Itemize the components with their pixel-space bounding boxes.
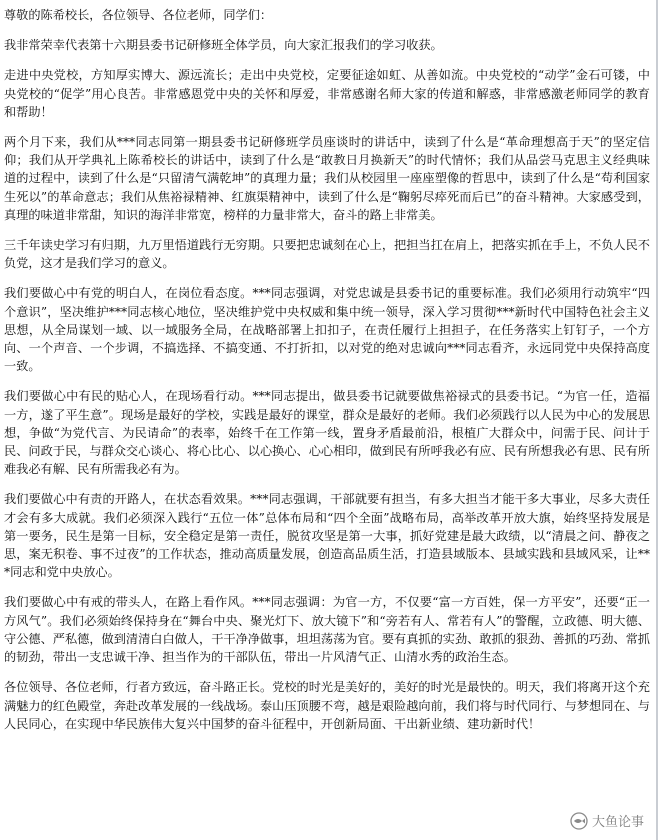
fish-logo-icon <box>570 812 588 830</box>
watermark <box>566 809 648 832</box>
paragraph-meaning: 三千年读史学习有归期，九万里悟道践行无穷期。只要把忠诚刻在心上，把担当扛在肩上，把落实抓在手上，不负人民不负党，这才是我们学习的意义。 <box>4 238 650 271</box>
document-body <box>4 6 650 745</box>
watermark-text: 大鱼论事 <box>591 815 644 830</box>
paragraph-party-school: 走进中央党校，方知厚实博大、源远流长；走出中央党校，定要征途如虹、从善如流。中央党校的“动学”金石可镂，中央党校的“促学”用心良苦。非常感恩党中央的关怀和厚爱，非常感谢名师大家的传道和解惑，非常感激老师同学的教育和帮助！ <box>4 68 650 119</box>
paragraph-heart-for-discipline: 我们要做心中有戒的带头人，在路上看作风。***同志强调：为官一方，不仅要“富一方百姓，保一方平安”，还要“正一方风气”。我们必须始终保持身在“舞台中央、聚光灯下、放大镜下”和“旁若有人、常若有人”的警醒，立政德、明大德、守公德、严私德，做到清清白白做人，干干净净做事，坦坦荡荡为官。要有真抓的实劲、敢抓的狠劲、善抓的巧劲、常抓的韧劲，带出一支忠诚干净、担当作为的干部队伍，带出一片风清气正、山清水秀的政治生态。 <box>4 595 650 665</box>
paragraph-heart-for-party: 我们要做心中有党的明白人，在岗位看态度。***同志强调，对党忠诚是县委书记的重要标准。我们必须用行动筑牢“四个意识”，坚决维护***同志核心地位，坚决维护党中央权威和集中统一领导，深入学习贯彻***新时代中国特色社会主义思想，从全局谋划一域、以一域服务全局，在战略部署上扣扣子，在责任履行上担担子，在任务落实上钉钉子，一个方向、一个声音、一个步调，不搞选择、不搞变通、不打折扣，以对党的绝对忠诚向***同志看齐，永远同党中央保持高度一致。 <box>4 286 650 374</box>
paragraph-closing: 各位领导、各位老师，行者方致远，奋斗路正长。党校的时光是美好的，美好的时光是最快的。明天，我们将离开这个充满魅力的红色殿堂，奔赴改革发展的一线战场。泰山压顶腰不弯，越是艰险越向前，我们将与时代同行、与梦想同在、与人民同心，在实现中华民族伟大复兴中国梦的奋斗征程中，开创新局面、干出新业绩、建功新时代！ <box>4 680 650 731</box>
salutation: 尊敬的陈希校长，各位领导、各位老师，同学们： <box>4 8 273 22</box>
paragraph-intro: 我非常荣幸代表第十六期县委书记研修班全体学员，向大家汇报我们的学习收获。 <box>4 38 443 53</box>
paragraph-heart-for-people: 我们要做心中有民的贴心人，在现场看行动。***同志提出，做县委书记就要做焦裕禄式的县委书记。“为官一任，造福一方，遂了平生意”。现场是最好的学校，实践是最好的课堂，群众是最好的老师。我们必须践行以人民为中心的发展思想，争做“为党代言、为民请命”的表率，始终千在工作第一线，置身矛盾最前沿，根植广大群众中，问需于民、问计于民、问政于民，与群众交心谈心、将心比心、以心换心、心心相印，做到民有所呼我必有应、民有所想我必有思、民有所难我必有解、民有所需我必有为。 <box>4 389 650 477</box>
paragraph-heart-for-duty: 我们要做心中有责的开路人，在状态看效果。***同志强调，干部就要有担当，有多大担当才能干多大事业，尽多大责任才会有多大成就。我们必须深入践行“五位一体”总体布局和“四个全面”战略布局，高举改革开放大旗，始终坚持发展是第一要务，民生是第一目标，安全稳定是第一责任，脱贫攻坚是第一大事，抓好党建是最大政绩，以“清晨之问、静夜之思，案无积卷、事不过夜”的工作状态，推动高质量发展，创造高品质生活，打造县域版本、县域实践和县域风采，让***同志和党中央放心。 <box>4 492 650 580</box>
paragraph-two-months: 两个月下来，我们从***同志同第一期县委书记研修班学员座谈时的讲话中，读到了什么是“革命理想高于天”的坚定信仰；我们从开学典礼上陈希校长的讲话中，读到了什么是“敢教日月换新天”的时代情怀；我们从品尝马克思主义经典味道的过程中，读到了什么是“只留清气满乾坤”的真理力量；我们从校园里一座座塑像的哲思中，读到了什么是“苟利国家生死以”的革命意志；我们从焦裕禄精神、红旗渠精神中，读到了什么是“鞠躬尽瘁死而后已”的奋斗精神。大家感受到，真理的味道非常甜，知识的海洋非常宽，榜样的力量非常大，奋斗的路上非常美。 <box>4 135 650 222</box>
